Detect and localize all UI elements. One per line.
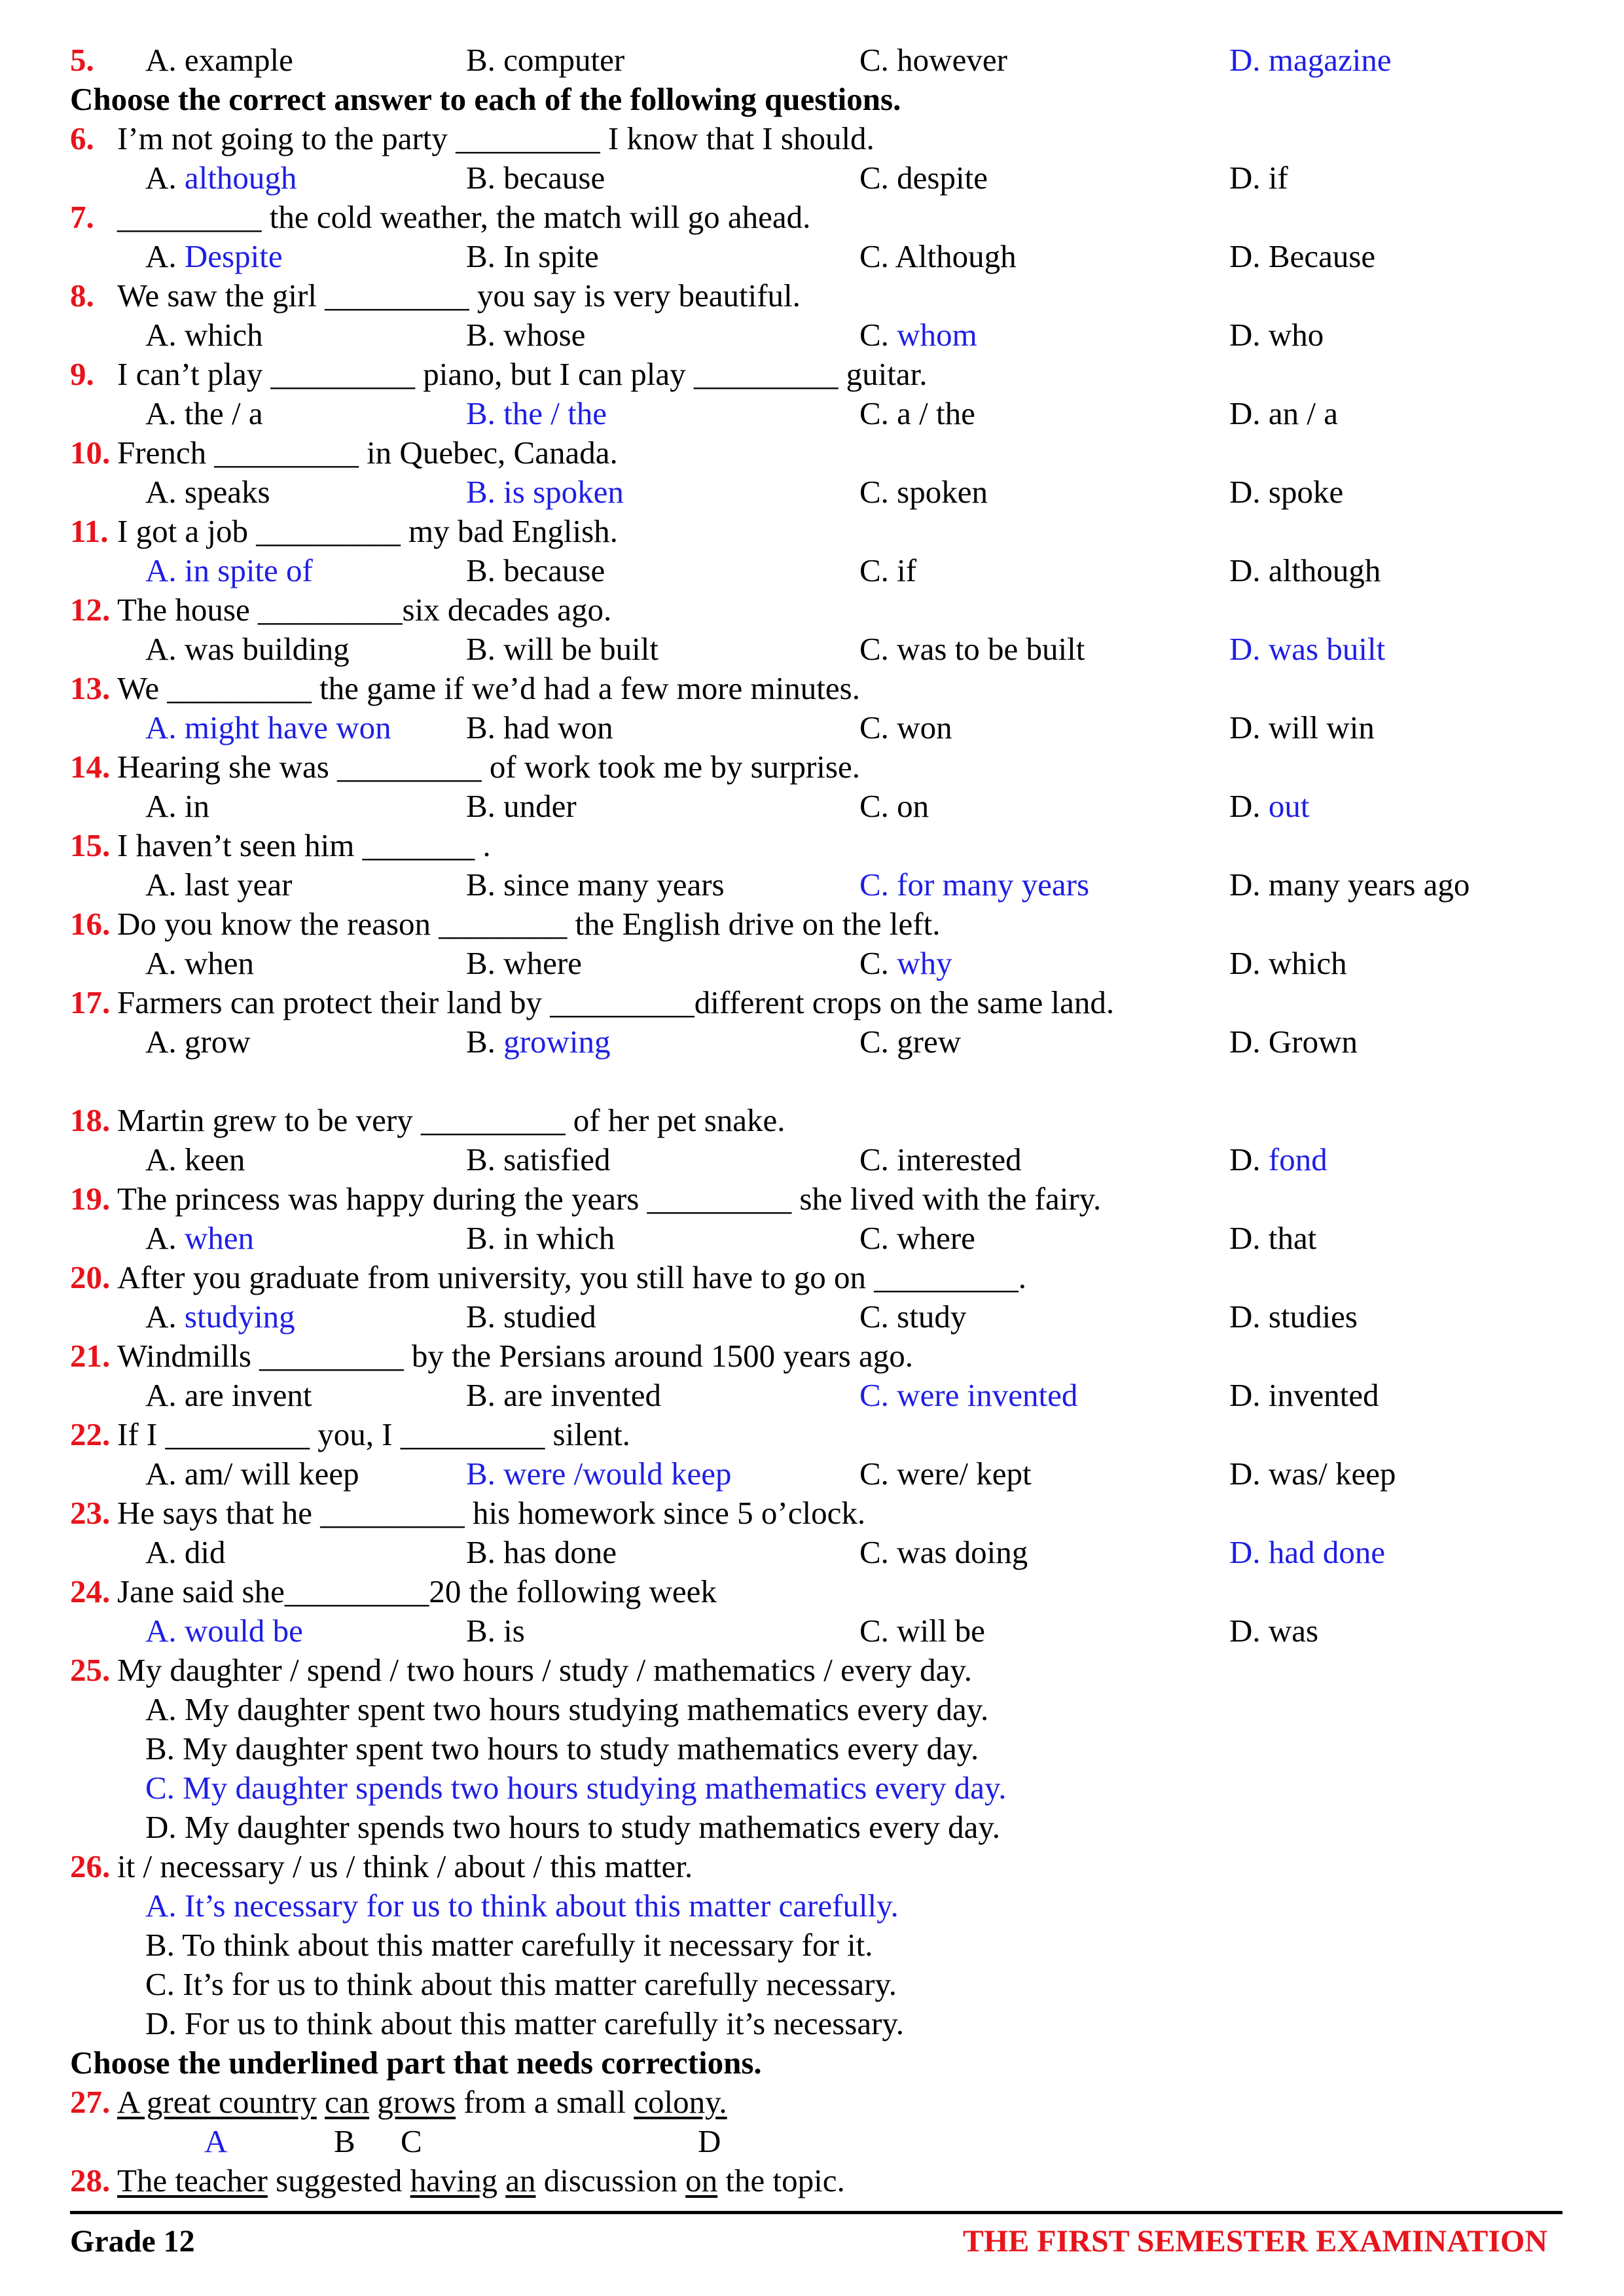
section-heading xyxy=(0,2043,1624,2083)
option-c: C. will be xyxy=(859,1613,985,1649)
answer-highlight: although xyxy=(184,160,297,196)
option-d: D. My daughter spends two hours to study mathematics every day. xyxy=(145,1809,1000,1845)
answer-highlight: fond xyxy=(1268,1141,1327,1177)
question-20-stem xyxy=(0,1258,1624,1297)
option-b: B. since many years xyxy=(466,867,725,903)
question-number: 10. xyxy=(70,435,111,471)
question-15-stem xyxy=(0,826,1624,865)
question-26-option-c xyxy=(0,1965,1624,2004)
option-c: C. It’s for us to think about this matter carefully necessary. xyxy=(145,1966,897,2002)
question-number: 25. xyxy=(70,1652,111,1688)
option-a: A. did xyxy=(145,1534,226,1570)
question-number: 22. xyxy=(70,1416,111,1452)
option-d: D. out xyxy=(1229,788,1310,824)
question-22-options xyxy=(0,1454,1624,1494)
underlined-part-a: The teacher xyxy=(117,2162,268,2198)
option-a-answer: A. would be xyxy=(145,1613,303,1649)
option-b: B. because xyxy=(466,552,605,588)
option-c-answer: C. My daughter spends two hours studying mathematics every day. xyxy=(145,1770,1007,1806)
question-19-stem xyxy=(0,1179,1624,1219)
option-b: B. My daughter spent two hours to study mathematics every day. xyxy=(145,1731,979,1767)
option-c: C. grew xyxy=(859,1024,962,1060)
answer-highlight: out xyxy=(1268,788,1310,824)
letter-d: D xyxy=(698,2123,721,2159)
option-d: D. although xyxy=(1229,552,1381,588)
question-13-stem xyxy=(0,669,1624,708)
option-c: C. was doing xyxy=(859,1534,1028,1570)
question-12-stem xyxy=(0,590,1624,630)
question-7-stem xyxy=(0,198,1624,237)
option-c: C. why xyxy=(859,945,952,981)
question-14-options xyxy=(0,787,1624,826)
option-c: C. whom xyxy=(859,317,977,353)
question-text: We _________ the game if we’d had a few more minutes. xyxy=(117,670,860,706)
option-c: C. if xyxy=(859,552,917,588)
option-a: A. Despite xyxy=(145,238,283,274)
option-b: B. in which xyxy=(466,1220,615,1256)
question-text: Do you know the reason ________ the English drive on the left. xyxy=(117,906,941,942)
question-6-stem xyxy=(0,119,1624,158)
option-a: A. although xyxy=(145,160,297,196)
option-b: B. where xyxy=(466,945,582,981)
question-8-options xyxy=(0,315,1624,355)
option-d: D. will win xyxy=(1229,709,1375,745)
option-d-answer: D. was built xyxy=(1229,631,1386,667)
question-14-stem xyxy=(0,747,1624,787)
option-a: A. keen xyxy=(145,1141,245,1177)
question-number: 12. xyxy=(70,592,111,628)
option-c: C. on xyxy=(859,788,929,824)
question-20-options xyxy=(0,1297,1624,1336)
option-b-answer: B. the / the xyxy=(466,395,607,431)
question-number: 19. xyxy=(70,1181,111,1217)
option-d: D. Grown xyxy=(1229,1024,1358,1060)
option-d: D. many years ago xyxy=(1229,867,1470,903)
question-19-options xyxy=(0,1219,1624,1258)
option-b: B. To think about this matter carefully it necessary for it. xyxy=(145,1927,873,1963)
option-d: D. who xyxy=(1229,317,1324,353)
underlined-part-b: can xyxy=(325,2084,370,2120)
question-18-stem xyxy=(0,1101,1624,1140)
question-12-options xyxy=(0,630,1624,669)
option-c: C. interested xyxy=(859,1141,1022,1177)
option-a: A. was building xyxy=(145,631,350,667)
question-number: 13. xyxy=(70,670,111,706)
question-text: Farmers can protect their land by _________different crops on the same land. xyxy=(117,984,1115,1020)
option-a: A. My daughter spent two hours studying mathematics every day. xyxy=(145,1691,989,1727)
question-25-stem xyxy=(0,1651,1624,1690)
option-b: B. whose xyxy=(466,317,586,353)
option-a: A. the / a xyxy=(145,395,263,431)
footer-exam-title: THE FIRST SEMESTER EXAMINATION xyxy=(962,2224,1547,2259)
question-number: 26. xyxy=(70,1848,111,1884)
option-c: C. a / the xyxy=(859,395,975,431)
option-d-answer: D. magazine xyxy=(1229,42,1392,78)
option-a: A. last year xyxy=(145,867,293,903)
heading-text: Choose the correct answer to each of the following questions. xyxy=(70,81,901,117)
option-d: D. Because xyxy=(1229,238,1376,274)
question-23-options xyxy=(0,1533,1624,1572)
question-text: My daughter / spend / two hours / study / mathematics / every day. xyxy=(117,1652,972,1688)
question-text: I’m not going to the party _________ I know that I should. xyxy=(117,120,875,156)
option-d: D. was/ keep xyxy=(1229,1456,1396,1492)
question-9-options xyxy=(0,394,1624,433)
question-number: 17. xyxy=(70,984,111,1020)
question-text: If I _________ you, I _________ silent. xyxy=(117,1416,630,1452)
option-c: C. was to be built xyxy=(859,631,1085,667)
option-d: D. an / a xyxy=(1229,395,1338,431)
question-number: 18. xyxy=(70,1102,111,1138)
option-d: D. that xyxy=(1229,1220,1317,1256)
option-b: B. because xyxy=(466,160,605,196)
question-9-stem xyxy=(0,355,1624,394)
question-number: 15. xyxy=(70,827,111,863)
option-b: B. satisfied xyxy=(466,1141,611,1177)
question-25-option-d xyxy=(0,1808,1624,1847)
option-b: B. growing xyxy=(466,1024,611,1060)
question-number: 23. xyxy=(70,1495,111,1531)
question-25-option-a xyxy=(0,1690,1624,1729)
question-26-option-b xyxy=(0,1926,1624,1965)
underlined-part-d: colony. xyxy=(634,2084,727,2120)
question-number: 6. xyxy=(70,120,94,156)
option-d: D. if xyxy=(1229,160,1288,196)
option-c-answer: C. for many years xyxy=(859,867,1090,903)
option-c: C. won xyxy=(859,709,952,745)
option-a: A. which xyxy=(145,317,263,353)
question-28-stem xyxy=(0,2161,1624,2200)
heading-text: Choose the underlined part that needs corrections. xyxy=(70,2045,762,2081)
question-8-stem xyxy=(0,276,1624,315)
option-c: C. study xyxy=(859,1299,967,1335)
question-11-options xyxy=(0,551,1624,590)
option-d: D. For us to think about this matter carefully it’s necessary. xyxy=(145,2005,904,2041)
question-text: it / necessary / us / think / about / this matter. xyxy=(117,1848,693,1884)
question-16-options xyxy=(0,944,1624,983)
question-24-stem xyxy=(0,1572,1624,1611)
question-22-stem xyxy=(0,1415,1624,1454)
question-5 xyxy=(0,41,1624,80)
letter-b: B xyxy=(334,2123,355,2159)
question-text: We saw the girl _________ you say is very beautiful. xyxy=(117,278,801,314)
option-d: D. invented xyxy=(1229,1377,1379,1413)
answer-highlight: growing xyxy=(503,1024,611,1060)
underlined-part-c: an xyxy=(505,2162,536,2198)
option-b: B. under xyxy=(466,788,577,824)
answer-highlight: why xyxy=(897,945,952,981)
option-c: C. Although xyxy=(859,238,1017,274)
question-25-option-c xyxy=(0,1768,1624,1808)
question-number: 7. xyxy=(70,199,94,235)
question-27-stem xyxy=(0,2083,1624,2122)
underlined-part-b: having xyxy=(410,2162,497,2198)
question-number: 28. xyxy=(70,2162,111,2198)
option-d: D. was xyxy=(1229,1613,1319,1649)
letter-a-answer: A xyxy=(204,2123,228,2159)
option-a: A. example xyxy=(145,42,293,78)
question-number: 21. xyxy=(70,1338,111,1374)
option-a-answer: A. in spite of xyxy=(145,552,313,588)
question-text: Jane said she_________20 the following week xyxy=(117,1573,717,1609)
footer-grade: Grade 12 xyxy=(70,2224,195,2259)
question-23-stem xyxy=(0,1494,1624,1533)
option-c: C. where xyxy=(859,1220,975,1256)
option-b: B. studied xyxy=(466,1299,596,1335)
question-10-stem xyxy=(0,433,1624,473)
option-b: B. are invented xyxy=(466,1377,661,1413)
question-text: After you graduate from university, you still have to go on _________. xyxy=(117,1259,1026,1295)
question-text: I can’t play _________ piano, but I can play _________ guitar. xyxy=(117,356,928,392)
question-number: 24. xyxy=(70,1573,111,1609)
option-d: D. spoke xyxy=(1229,474,1344,510)
question-text: He says that he _________ his homework since 5 o’clock. xyxy=(117,1495,866,1531)
question-16-stem xyxy=(0,905,1624,944)
question-number: 27. xyxy=(70,2084,111,2120)
question-number: 9. xyxy=(70,356,94,392)
footer-divider xyxy=(70,2211,1562,2214)
question-text: I haven’t seen him _______ . xyxy=(117,827,491,863)
question-7-options xyxy=(0,237,1624,276)
option-c-answer: C. were invented xyxy=(859,1377,1078,1413)
question-text: A great country can grows from a small colony. xyxy=(117,2084,727,2120)
option-a: A. when xyxy=(145,1220,255,1256)
question-26-stem xyxy=(0,1847,1624,1886)
question-text: The teacher suggested having an discussion on the topic. xyxy=(117,2162,845,2198)
answer-highlight: studying xyxy=(184,1299,295,1335)
question-26-option-d xyxy=(0,2004,1624,2043)
letter-c: C xyxy=(401,2123,422,2159)
question-number: 14. xyxy=(70,749,111,785)
option-c: C. spoken xyxy=(859,474,988,510)
question-text: The princess was happy during the years _________ she lived with the fairy. xyxy=(117,1181,1102,1217)
question-27-letters xyxy=(0,2122,1624,2161)
question-text: Hearing she was _________ of work took me by surprise. xyxy=(117,749,860,785)
option-d: D. fond xyxy=(1229,1141,1327,1177)
answer-highlight: Despite xyxy=(184,238,283,274)
answer-highlight: whom xyxy=(897,317,977,353)
underlined-part-d: on xyxy=(685,2162,718,2198)
question-number: 20. xyxy=(70,1259,111,1295)
underlined-part-a: A great country xyxy=(117,2084,317,2120)
question-text: Martin grew to be very _________ of her pet snake. xyxy=(117,1102,785,1138)
option-a: A. are invent xyxy=(145,1377,312,1413)
question-text: _________ the cold weather, the match will go ahead. xyxy=(117,199,811,235)
question-text: Windmills _________ by the Persians around 1500 years ago. xyxy=(117,1338,914,1374)
question-10-options xyxy=(0,473,1624,512)
option-b: B. is xyxy=(466,1613,525,1649)
option-d: D. which xyxy=(1229,945,1347,981)
question-11-stem xyxy=(0,512,1624,551)
page-footer xyxy=(0,2219,1624,2265)
option-b: B. had won xyxy=(466,709,613,745)
question-21-stem xyxy=(0,1336,1624,1376)
option-b: B. has done xyxy=(466,1534,617,1570)
option-a: A. grow xyxy=(145,1024,251,1060)
question-text: French _________ in Quebec, Canada. xyxy=(117,435,618,471)
question-17-stem xyxy=(0,983,1624,1022)
option-b: B. In spite xyxy=(466,238,599,274)
question-number: 16. xyxy=(70,906,111,942)
question-25-option-b xyxy=(0,1729,1624,1768)
question-text: The house _________six decades ago. xyxy=(117,592,612,628)
question-6-options xyxy=(0,158,1624,198)
question-number: 8. xyxy=(70,278,94,314)
option-b: B. will be built xyxy=(466,631,659,667)
question-17-options xyxy=(0,1022,1624,1062)
question-number: 11. xyxy=(70,513,109,549)
option-a-answer: A. It’s necessary for us to think about this matter carefully. xyxy=(145,1888,899,1924)
option-a: A. am/ will keep xyxy=(145,1456,359,1492)
option-b-answer: B. were /would keep xyxy=(466,1456,732,1492)
option-c: C. were/ kept xyxy=(859,1456,1032,1492)
option-c: C. despite xyxy=(859,160,988,196)
question-number: 5. xyxy=(70,42,94,78)
option-c: C. however xyxy=(859,42,1007,78)
option-d-answer: D. had done xyxy=(1229,1534,1386,1570)
question-21-options xyxy=(0,1376,1624,1415)
option-d: D. studies xyxy=(1229,1299,1358,1335)
option-a-answer: A. might have won xyxy=(145,709,391,745)
section-heading xyxy=(0,80,1624,119)
answer-highlight: when xyxy=(184,1220,255,1256)
underlined-part-c: grows xyxy=(377,2084,456,2120)
question-13-options xyxy=(0,708,1624,747)
question-text: I got a job _________ my bad English. xyxy=(117,513,618,549)
question-18-options xyxy=(0,1140,1624,1179)
question-24-options xyxy=(0,1611,1624,1651)
option-b-answer: B. is spoken xyxy=(466,474,624,510)
option-a: A. in xyxy=(145,788,209,824)
option-b: B. computer xyxy=(466,42,625,78)
option-a: A. when xyxy=(145,945,255,981)
option-a: A. studying xyxy=(145,1299,295,1335)
question-15-options xyxy=(0,865,1624,905)
option-a: A. speaks xyxy=(145,474,270,510)
question-26-option-a xyxy=(0,1886,1624,1926)
